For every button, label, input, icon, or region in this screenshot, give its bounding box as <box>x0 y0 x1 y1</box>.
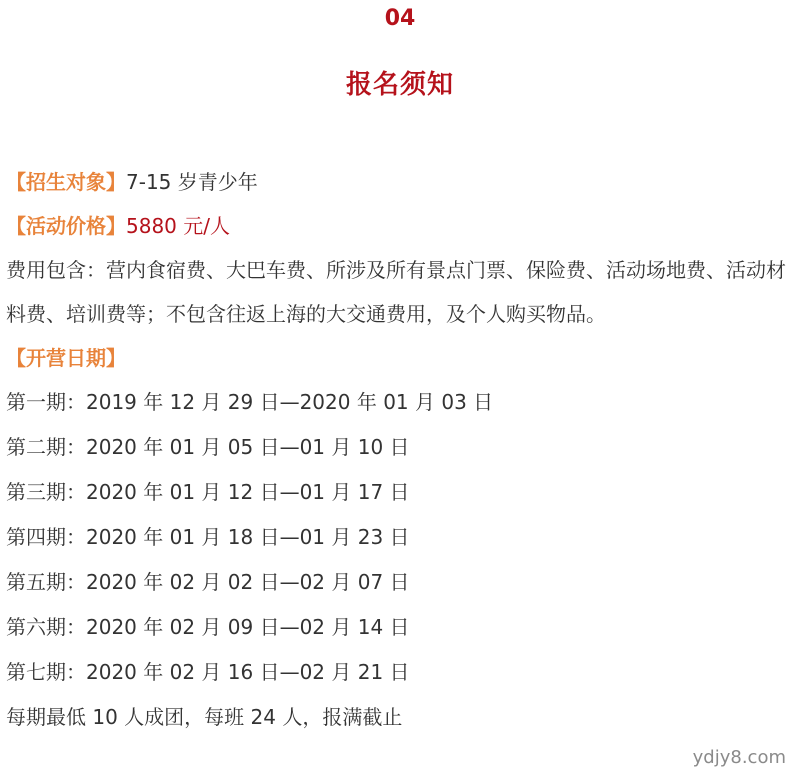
period-range: 2020 年 01 月 05 日—01 月 10 日 <box>86 435 410 459</box>
period-name: 第一期： <box>6 390 86 414</box>
period-range: 2019 年 12 月 29 日—2020 年 01 月 03 日 <box>86 390 494 414</box>
period-range: 2020 年 02 月 02 日—02 月 07 日 <box>86 570 410 594</box>
period-row <box>6 470 798 515</box>
period-name: 第七期： <box>6 660 86 684</box>
price-value: 5880 元/人 <box>126 214 230 238</box>
price-row <box>6 204 798 248</box>
section-title: 报名须知 <box>345 70 454 100</box>
period-name: 第三期： <box>6 480 86 504</box>
dates-label: 【开营日期】 <box>6 346 126 370</box>
target-label: 【招生对象】 <box>6 170 126 194</box>
price-label: 【活动价格】 <box>6 214 126 238</box>
period-row <box>6 650 798 695</box>
period-row <box>6 605 798 650</box>
period-name: 第六期： <box>6 615 86 639</box>
fees-paragraph: 费用包含：营内食宿费、大巴车费、所涉及所有景点门票、保险费、活动场地费、活动材料费、培训费等；不包含往返上海的大交通费用，及个人购买物品。 <box>6 258 786 326</box>
target-row <box>6 160 798 204</box>
period-name: 第五期： <box>6 570 86 594</box>
period-range: 2020 年 02 月 09 日—02 月 14 日 <box>86 615 410 639</box>
target-value: 7-15 岁青少年 <box>126 170 258 194</box>
period-row <box>6 515 798 560</box>
period-row <box>6 425 798 470</box>
period-row <box>6 380 798 425</box>
period-range: 2020 年 01 月 12 日—01 月 17 日 <box>86 480 410 504</box>
footer-note: 每期最低 10 人成团，每班 24 人，报满截止 <box>6 705 403 729</box>
period-row <box>6 560 798 605</box>
period-range: 2020 年 02 月 16 日—02 月 21 日 <box>86 660 410 684</box>
registration-notice <box>6 160 798 740</box>
watermark: ydjy8.com <box>692 747 786 768</box>
period-name: 第二期： <box>6 435 86 459</box>
period-name: 第四期： <box>6 525 86 549</box>
dates-heading <box>6 336 798 380</box>
section-number: 04 <box>384 6 416 31</box>
period-range: 2020 年 01 月 18 日—01 月 23 日 <box>86 525 410 549</box>
